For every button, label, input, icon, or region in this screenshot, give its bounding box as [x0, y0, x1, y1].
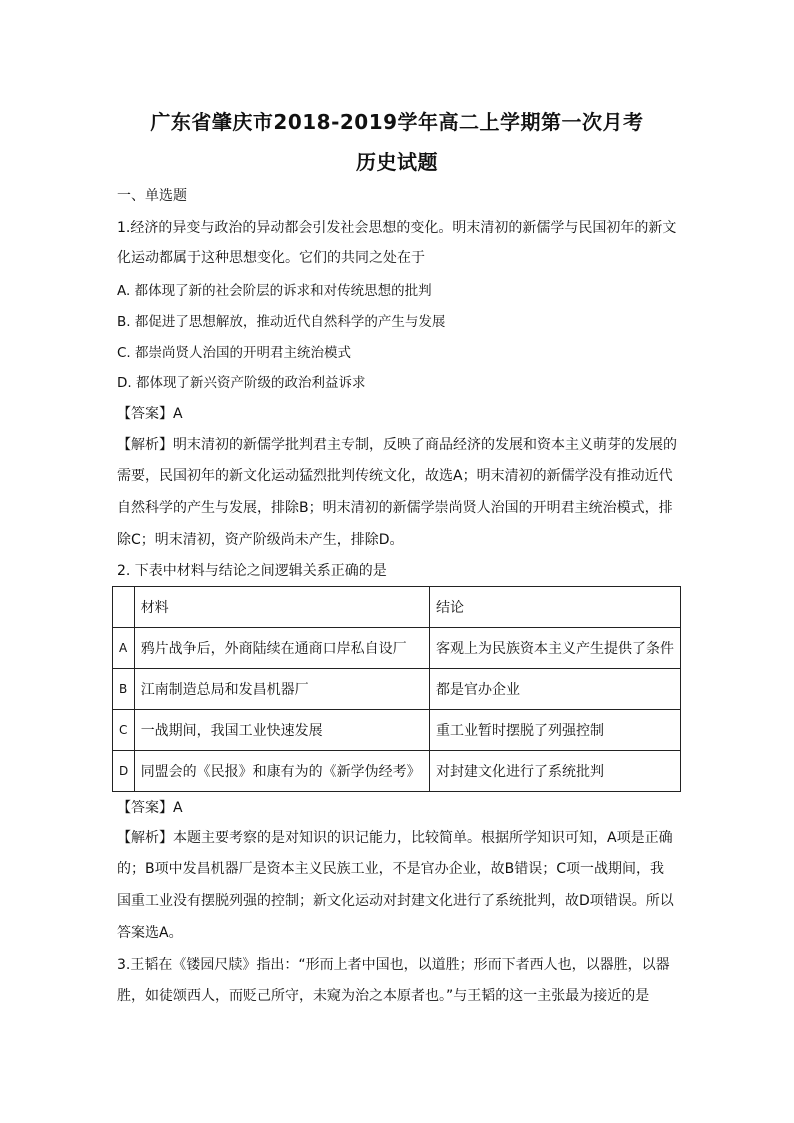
- row-key: D: [113, 751, 135, 792]
- q2-analysis-line: 【解析】本题主要考察的是对知识的识记能力，比较简单。根据所学知识可知，A项是正确: [117, 830, 673, 846]
- table-row: [113, 669, 681, 710]
- q1-analysis-line: 【解析】明末清初的新儒学批判君主专制，反映了商品经济的发展和资本主义萌芽的发展的: [117, 437, 677, 453]
- table-header-conclusion: 结论: [430, 587, 681, 628]
- q2-answer: 【答案】A: [117, 800, 183, 816]
- row-key: C: [113, 710, 135, 751]
- q1-stem-line: 1.经济的异变与政治的异动都会引发社会思想的变化。明末清初的新儒学与民国初年的新文: [117, 220, 677, 236]
- row-key: B: [113, 669, 135, 710]
- q1-analysis-line: 需要，民国初年的新文化运动猛烈批判传统文化，故选A；明末清初的新儒学没有推动近代: [117, 468, 673, 484]
- document-title: 广东省肇庆市2018-2019学年高二上学期第一次月考: [150, 110, 644, 134]
- row-material: 同盟会的《民报》和康有为的《新学伪经考》: [134, 751, 429, 792]
- table-cell-empty: [113, 587, 135, 628]
- table-header-row: [113, 587, 681, 628]
- q2-analysis-line: 国重工业没有摆脱列强的控制；新文化运动对封建文化进行了系统批判，故D项错误。所以: [117, 893, 674, 909]
- row-conclusion: 对封建文化进行了系统批判: [430, 751, 681, 792]
- q1-analysis-line: 除C；明末清初，资产阶级尚未产生，排除D。: [117, 532, 404, 548]
- row-conclusion: 都是官办企业: [430, 669, 681, 710]
- table-row: [113, 751, 681, 792]
- table-row: [113, 710, 681, 751]
- q1-option-a: A. 都体现了新的社会阶层的诉求和对传统思想的批判: [117, 283, 432, 299]
- q1-answer: 【答案】A: [117, 406, 183, 422]
- row-material: 江南制造总局和发昌机器厂: [134, 669, 429, 710]
- row-conclusion: 客观上为民族资本主义产生提供了条件: [430, 628, 681, 669]
- row-material: 一战期间，我国工业快速发展: [134, 710, 429, 751]
- q1-option-d: D. 都体现了新兴资产阶级的政治利益诉求: [117, 375, 366, 391]
- q1-option-b: B. 都促进了思想解放，推动近代自然科学的产生与发展: [117, 314, 446, 330]
- row-conclusion: 重工业暂时摆脱了列强控制: [430, 710, 681, 751]
- table-header-material: 材料: [134, 587, 429, 628]
- section-heading: 一、单选题: [117, 188, 187, 204]
- q2-analysis-line: 的；B项中发昌机器厂是资本主义民族工业，不是官办企业，故B错误；C项一战期间，我: [117, 861, 664, 877]
- row-material: 鸦片战争后，外商陆续在通商口岸私自设厂: [134, 628, 429, 669]
- q2-analysis-line: 答案选A。: [117, 925, 183, 941]
- document-subtitle: 历史试题: [356, 150, 438, 174]
- q1-analysis-line: 自然科学的产生与发展，排除B；明末清初的新儒学崇尚贤人治国的开明君主统治模式，排: [117, 500, 673, 516]
- table-row: [113, 628, 681, 669]
- q1-stem-line: 化运动都属于这种思想变化。它们的共同之处在于: [117, 250, 425, 266]
- q3-stem-line: 胜，如徒颂西人，而贬己所守，未窥为治之本原者也。”与王韬的这一主张最为接近的是: [117, 988, 650, 1004]
- q1-option-c: C. 都崇尚贤人治国的开明君主统治模式: [117, 345, 352, 361]
- row-key: A: [113, 628, 135, 669]
- q3-stem-line: 3.王韬在《镂园尺牍》指出：“形而上者中国也，以道胜；形而下者西人也，以器胜，以器: [117, 957, 670, 973]
- material-table: [112, 586, 681, 792]
- q2-stem: 2. 下表中材料与结论之间逻辑关系正确的是: [117, 563, 387, 579]
